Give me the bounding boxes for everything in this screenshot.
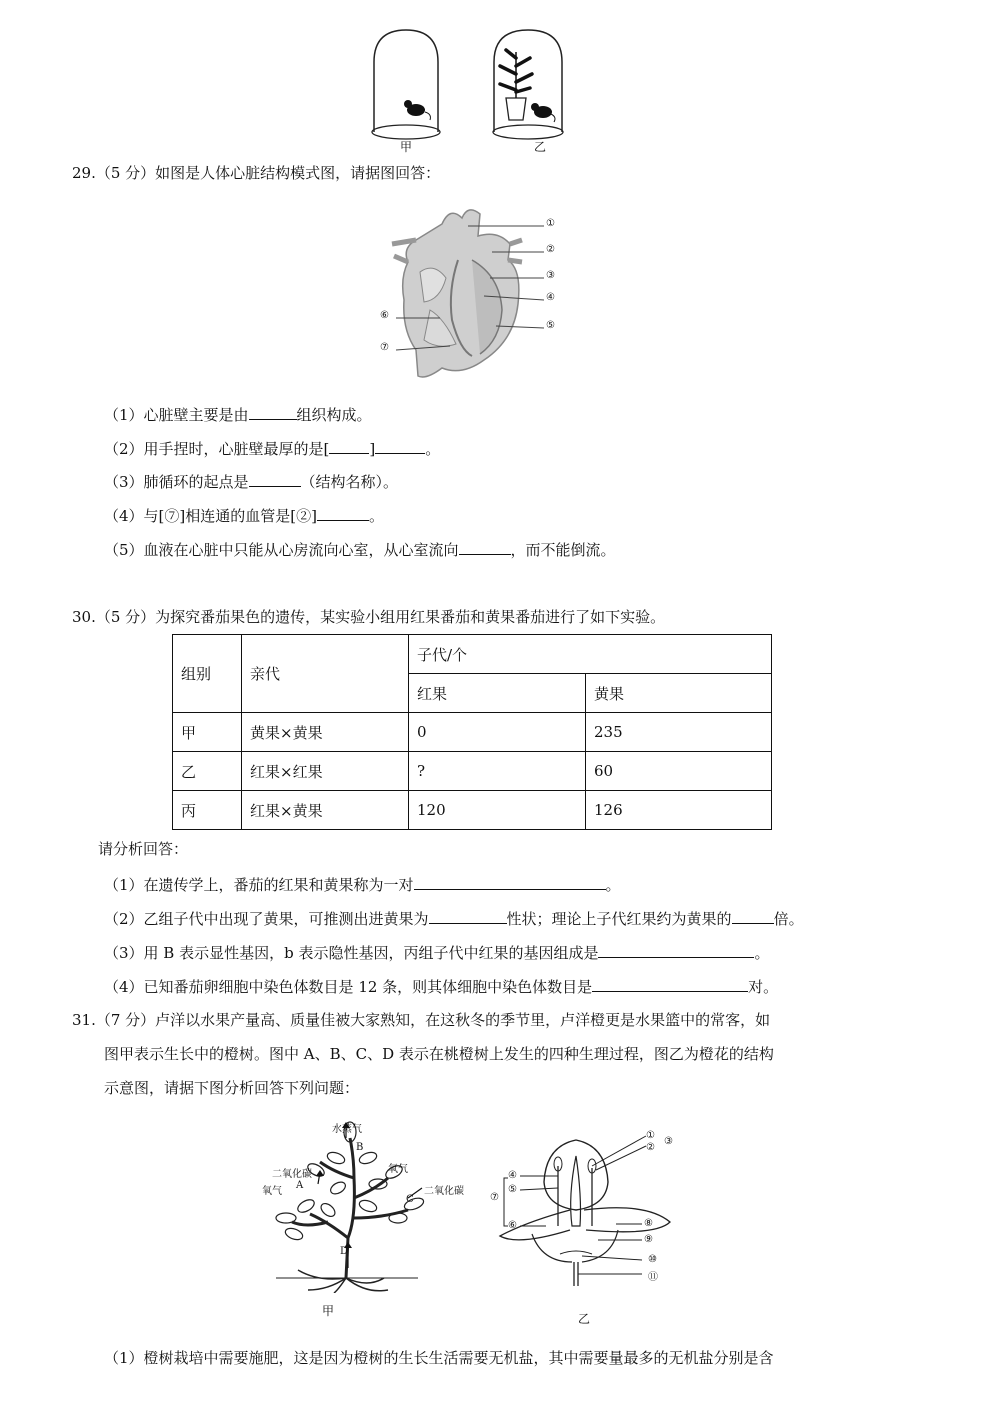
cell-red: 0 — [409, 713, 586, 752]
q30-line-1: （1）在遗传学上，番茄的红果和黄果称为一对 。 — [104, 873, 621, 896]
label-co2-right: 二氧化碳 — [424, 1186, 464, 1197]
heart-label-3: ③ — [546, 270, 555, 281]
answer-blank[interactable] — [249, 470, 301, 487]
q29-line-2: （2）用手捏时，心脏壁最厚的是[ ] 。 — [104, 437, 440, 460]
heart-label-4: ④ — [546, 292, 555, 303]
cell-group: 丙 — [173, 791, 242, 830]
flower-label-4: ④ — [508, 1170, 517, 1181]
jar-label-right: 乙 — [534, 140, 547, 154]
heart-label-5: ⑤ — [546, 320, 555, 331]
q29-line-4: （4）与[⑦]相连通的血管是[②] 。 — [104, 504, 384, 527]
answer-blank[interactable] — [592, 975, 748, 992]
answer-blank[interactable] — [598, 941, 754, 958]
table-row — [173, 791, 772, 830]
label-oxygen-left: 氧气 — [262, 1186, 282, 1197]
header-group: 组别 — [173, 635, 242, 713]
flower-label-11: ⑪ — [648, 1272, 658, 1283]
q30-line-4: （4）已知番茄卵细胞中染色体数目是 12 条，则其体细胞中染色体数目是 对。 — [104, 975, 778, 998]
header-parent: 亲代 — [242, 635, 409, 713]
cell-red: ? — [409, 752, 586, 791]
flower-label-10: ⑩ — [648, 1254, 657, 1265]
label-C: C — [406, 1194, 414, 1205]
label-oxygen-right: 氧气 — [388, 1164, 408, 1175]
flower-label-2: ② — [646, 1142, 655, 1153]
answer-blank[interactable] — [249, 403, 297, 420]
q31-line-3: 示意图，请据下图分析回答下列问题： — [104, 1079, 360, 1097]
label-B: B — [356, 1142, 364, 1153]
header-yellow: 黄果 — [586, 674, 772, 713]
q31-line-2: 图甲表示生长中的橙树。图中 A、B、C、D 表示在桃橙树上发生的四种生理过程，图乙为橙花的结构 — [104, 1045, 774, 1063]
header-offspring: 子代/个 — [409, 635, 772, 674]
q31-line-1: 31.（7 分）卢洋以水果产量高、质量佳被大家熟知，在这秋冬的季节里，卢洋橙更是水果篮中的常客，如 — [72, 1011, 771, 1029]
label-D: D — [340, 1246, 349, 1257]
tree-caption: 甲 — [322, 1304, 335, 1318]
orange-tree-diagram — [258, 1118, 473, 1293]
answer-blank[interactable] — [459, 538, 511, 555]
q31-sub-1: （1）橙树栽培中需要施肥，这是因为橙树的生长生活需要无机盐，其中需要量最多的无机盐分别是含 — [104, 1349, 774, 1367]
q30-line-3: （3）用 B 表示显性基因，b 表示隐性基因，丙组子代中红果的基因组成是 。 — [104, 941, 770, 964]
label-A: A — [296, 1180, 304, 1191]
cell-parent: 红果×红果 — [242, 752, 409, 791]
answer-blank[interactable] — [375, 437, 425, 454]
cell-yellow: 126 — [586, 791, 772, 830]
cell-parent: 黄果×黄果 — [242, 713, 409, 752]
experiment-table — [172, 634, 772, 830]
jar-label-left: 甲 — [400, 140, 413, 154]
flower-label-3: ③ — [664, 1136, 673, 1147]
cell-yellow: 60 — [586, 752, 772, 791]
header-red: 红果 — [409, 674, 586, 713]
heart-label-6: ⑥ — [380, 310, 389, 321]
flower-label-7: ⑦ — [490, 1192, 499, 1203]
flower-label-5: ⑤ — [508, 1184, 517, 1195]
q29-line-5: （5）血液在心脏中只能从心房流向心室，从心室流向 ，而不能倒流。 — [104, 538, 616, 561]
heart-label-7: ⑦ — [380, 342, 389, 353]
heart-label-1: ① — [546, 218, 555, 229]
flower-caption: 乙 — [578, 1312, 591, 1326]
q29-line-3: （3）肺循环的起点是 （结构名称）。 — [104, 470, 398, 493]
flower-label-6: ⑥ — [508, 1220, 517, 1231]
cell-red: 120 — [409, 791, 586, 830]
q30-prompt: 请分析回答： — [98, 840, 189, 858]
flower-label-1: ① — [646, 1130, 655, 1141]
answer-blank[interactable] — [329, 437, 369, 454]
answer-blank[interactable] — [317, 504, 369, 521]
table-row — [173, 752, 772, 791]
heart-label-2: ② — [546, 244, 555, 255]
q30-line-2: （2）乙组子代中出现了黄果，可推测出进黄果为 性状；理论上子代红果约为黄果的 倍。 — [104, 907, 804, 930]
flower-label-9: ⑨ — [644, 1234, 653, 1245]
cell-group: 乙 — [173, 752, 242, 791]
q29-line-1: （1）心脏壁主要是由 组织构成。 — [104, 403, 372, 426]
cell-yellow: 235 — [586, 713, 772, 752]
q30-title: 30.（5 分）为探究番茄果色的遗传，某实验小组用红果番茄和黄果番茄进行了如下实验。 — [72, 608, 666, 626]
answer-blank[interactable] — [732, 907, 774, 924]
cell-parent: 红果×黄果 — [242, 791, 409, 830]
answer-blank[interactable] — [414, 873, 606, 890]
table-row — [173, 713, 772, 752]
label-co2-left: 二氧化碳 — [272, 1169, 312, 1180]
answer-blank[interactable] — [429, 907, 507, 924]
bell-jar-figure — [360, 22, 600, 157]
flower-label-8: ⑧ — [644, 1218, 653, 1229]
cell-group: 甲 — [173, 713, 242, 752]
q29-title: 29.（5 分）如图是人体心脏结构模式图，请据图回答： — [72, 164, 441, 182]
heart-diagram — [372, 200, 572, 385]
label-water-vapor: 水蒸气 — [332, 1124, 362, 1135]
